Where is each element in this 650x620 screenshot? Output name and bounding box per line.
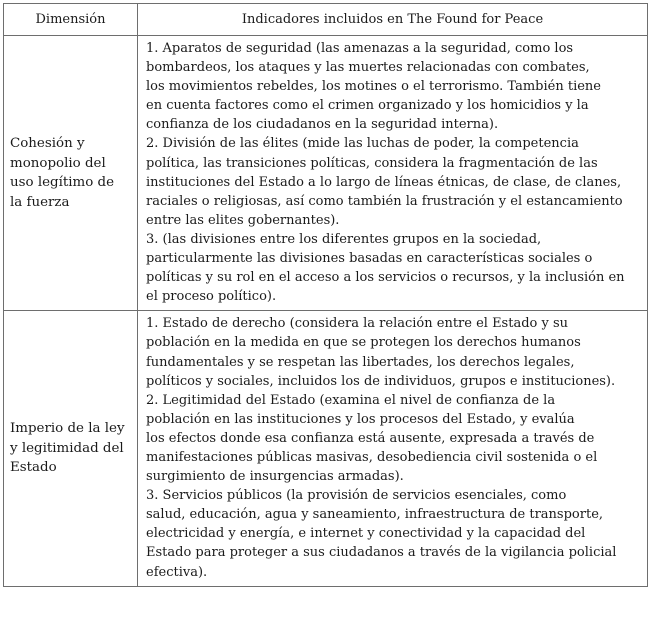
indicators-table (3, 3, 648, 587)
indicator-line: Estado para proteger a sus ciudadanos a través de la vigilancia policial (146, 545, 617, 561)
indicator-line: electricidad y energía, e internet y conectividad y la capacidad del (146, 526, 586, 542)
indicator-line: políticas y su rol en el acceso a los servicios o recursos, y la inclusión en (146, 270, 625, 286)
indicator-line: surgimiento de insurgencias armadas). (146, 469, 404, 485)
indicator-line: manifestaciones públicas masivas, desobediencia civil sostenida o el (146, 449, 598, 465)
indicator-line: los movimientos rebeldes, los motines o el terrorismo. También tiene (146, 79, 601, 95)
indicator-line: 1. Aparatos de seguridad (las amenazas a la seguridad, como los (146, 41, 574, 56)
dimension-line: Estado (10, 460, 57, 476)
dimension-line: Cohesión y (10, 136, 85, 152)
indicators-cell (138, 36, 648, 311)
header-indicators: Indicadores incluidos en The Found for Peace (138, 4, 648, 36)
indicator-line: 3. (las divisiones entre los diferentes grupos en la sociedad, (146, 231, 542, 247)
indicator-line: bombardeos, los ataques y las muertes relacionadas con combates, (146, 60, 590, 76)
indicator-line: política, las transiciones políticas, considera la fragmentación de las (146, 155, 598, 171)
indicator-line: entre las elites gobernantes). (146, 212, 340, 228)
indicator-line: 2. Legitimidad del Estado (examina el nivel de confianza de la (146, 392, 556, 408)
dimension-cell (4, 311, 138, 586)
indicator-line: raciales o religiosas, así como también la frustración y el estancamiento (146, 193, 623, 209)
indicator-line: el proceso político). (146, 289, 277, 305)
table-header-row (4, 4, 648, 36)
indicator-line: efectiva). (146, 564, 208, 580)
dimension-line: monopolio del (10, 155, 106, 171)
table-row (4, 36, 648, 311)
indicator-line: población en las instituciones y los procesos del Estado, y evalúa (146, 411, 575, 427)
indicator-line: población en la medida en que se protegen los derechos humanos (146, 335, 581, 351)
indicator-line: instituciones del Estado a lo largo de líneas étnicas, de clase, de clanes, (146, 174, 622, 190)
indicators-cell (138, 311, 648, 586)
table-row (4, 311, 648, 586)
indicator-line: 1. Estado de derecho (considera la relación entre el Estado y su (146, 316, 569, 332)
indicator-line: los efectos donde esa confianza está ausente, expresada a través de (146, 430, 595, 446)
indicator-line: 3. Servicios públicos (la provisión de servicios esenciales, como (146, 488, 567, 504)
indicator-line: políticos y sociales, incluidos los de individuos, grupos e instituciones). (146, 373, 616, 389)
indicator-line: particularmente las divisiones basadas en características sociales o (146, 251, 593, 267)
dimension-line: la fuerza (10, 194, 70, 210)
indicator-line: 2. División de las élites (mide las luchas de poder, la competencia (146, 136, 579, 152)
dimension-line: Imperio de la ley (10, 421, 125, 437)
dimension-line: uso legítimo de (10, 175, 115, 191)
dimension-cell (4, 36, 138, 311)
indicator-line: salud, educación, agua y saneamiento, infraestructura de transporte, (146, 507, 604, 523)
indicator-line: en cuenta factores como el crimen organizado y los homicidios y la (146, 98, 589, 114)
indicator-line: fundamentales y se respetan las libertades, los derechos legales, (146, 354, 575, 370)
dimension-line: y legitimidad del (10, 440, 124, 456)
header-dimension: Dimensión (4, 4, 138, 36)
indicator-line: confianza de los ciudadanos en la seguridad interna). (146, 117, 499, 133)
